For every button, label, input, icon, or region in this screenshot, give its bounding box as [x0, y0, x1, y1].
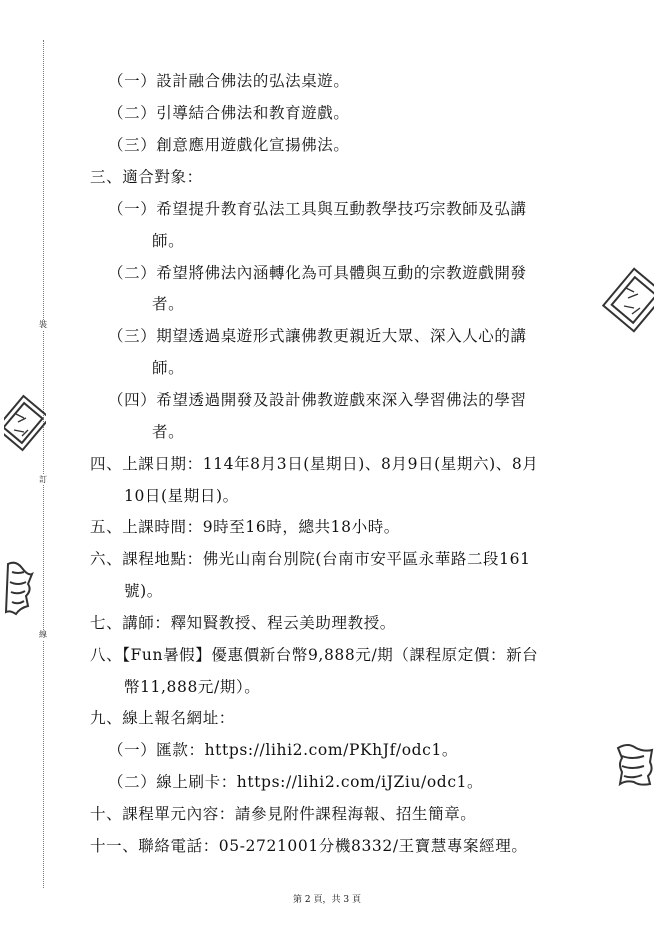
audience-item-2-cont: 者。 [152, 295, 185, 313]
registration-remittance[interactable]: （一）匯款：https://lihi2.com/PKhJf/odc1。 [108, 741, 459, 759]
section-registration-heading: 九、線上報名網址： [90, 709, 235, 727]
audience-item-2: （二）希望將佛法內涵轉化為可具體與互動的宗教遊戲開發 [108, 264, 527, 282]
section-audience-heading: 三、適合對象： [90, 168, 203, 186]
audience-item-1-cont: 師。 [152, 232, 185, 250]
audience-item-4: （四）希望透過開發及設計佛教遊戲來深入學習佛法的學習 [108, 391, 527, 409]
goal-item-1: （一）設計融合佛法的弘法桌遊。 [108, 72, 350, 90]
section-dates: 四、上課日期：114年8月3日(星期日)、8月9日(星期六)、8月 [90, 455, 539, 473]
section-location-cont: 號)。 [124, 582, 163, 600]
audience-item-4-cont: 者。 [152, 423, 185, 441]
page-number-footer: 第 2 頁，共 3 頁 [293, 895, 361, 905]
section-time: 五、上課時間：9時至16時，總共18小時。 [90, 518, 400, 536]
stamp-icon [4, 558, 34, 618]
goal-item-3: （三）創意應用遊戲化宣揚佛法。 [108, 136, 350, 154]
section-units: 十、課程單元內容：請參見附件課程海報、招生簡章。 [90, 805, 477, 823]
binding-margin-line [43, 40, 44, 888]
seal-icon [4, 392, 46, 458]
audience-item-3: （三）期望透過桌遊形式讓佛教更親近大眾、深入人心的講 [108, 327, 527, 345]
binding-char-xian: 線 [39, 630, 47, 639]
section-location: 六、課程地點：佛光山南台別院(台南市安平區永華路二段161 [90, 550, 531, 568]
section-instructors: 七、講師：釋知賢教授、程云美助理教授。 [90, 614, 396, 632]
audience-item-3-cont: 師。 [152, 359, 185, 377]
section-contact: 十一、聯絡電話：05-2721001分機8332/王寶慧專案經理。 [90, 837, 528, 855]
stamp-icon [614, 740, 654, 790]
seal-icon [602, 262, 654, 340]
binding-char-ding: 訂 [39, 475, 47, 484]
section-price-cont: 幣11,888元/期）。 [124, 678, 261, 696]
registration-card[interactable]: （二）線上刷卡：https://lihi2.com/iJZiu/odc1。 [108, 773, 484, 791]
audience-item-1: （一）希望提升教育弘法工具與互動教學技巧宗教師及弘講 [108, 200, 527, 218]
section-dates-cont: 10日(星期日)。 [124, 487, 239, 505]
binding-char-zhuang: 裝 [39, 320, 47, 329]
section-price: 八、【Fun暑假】優惠價新台幣9,888元/期（課程原定價：新台 [90, 646, 539, 664]
goal-item-2: （二）引導結合佛法和教育遊戲。 [108, 104, 350, 122]
